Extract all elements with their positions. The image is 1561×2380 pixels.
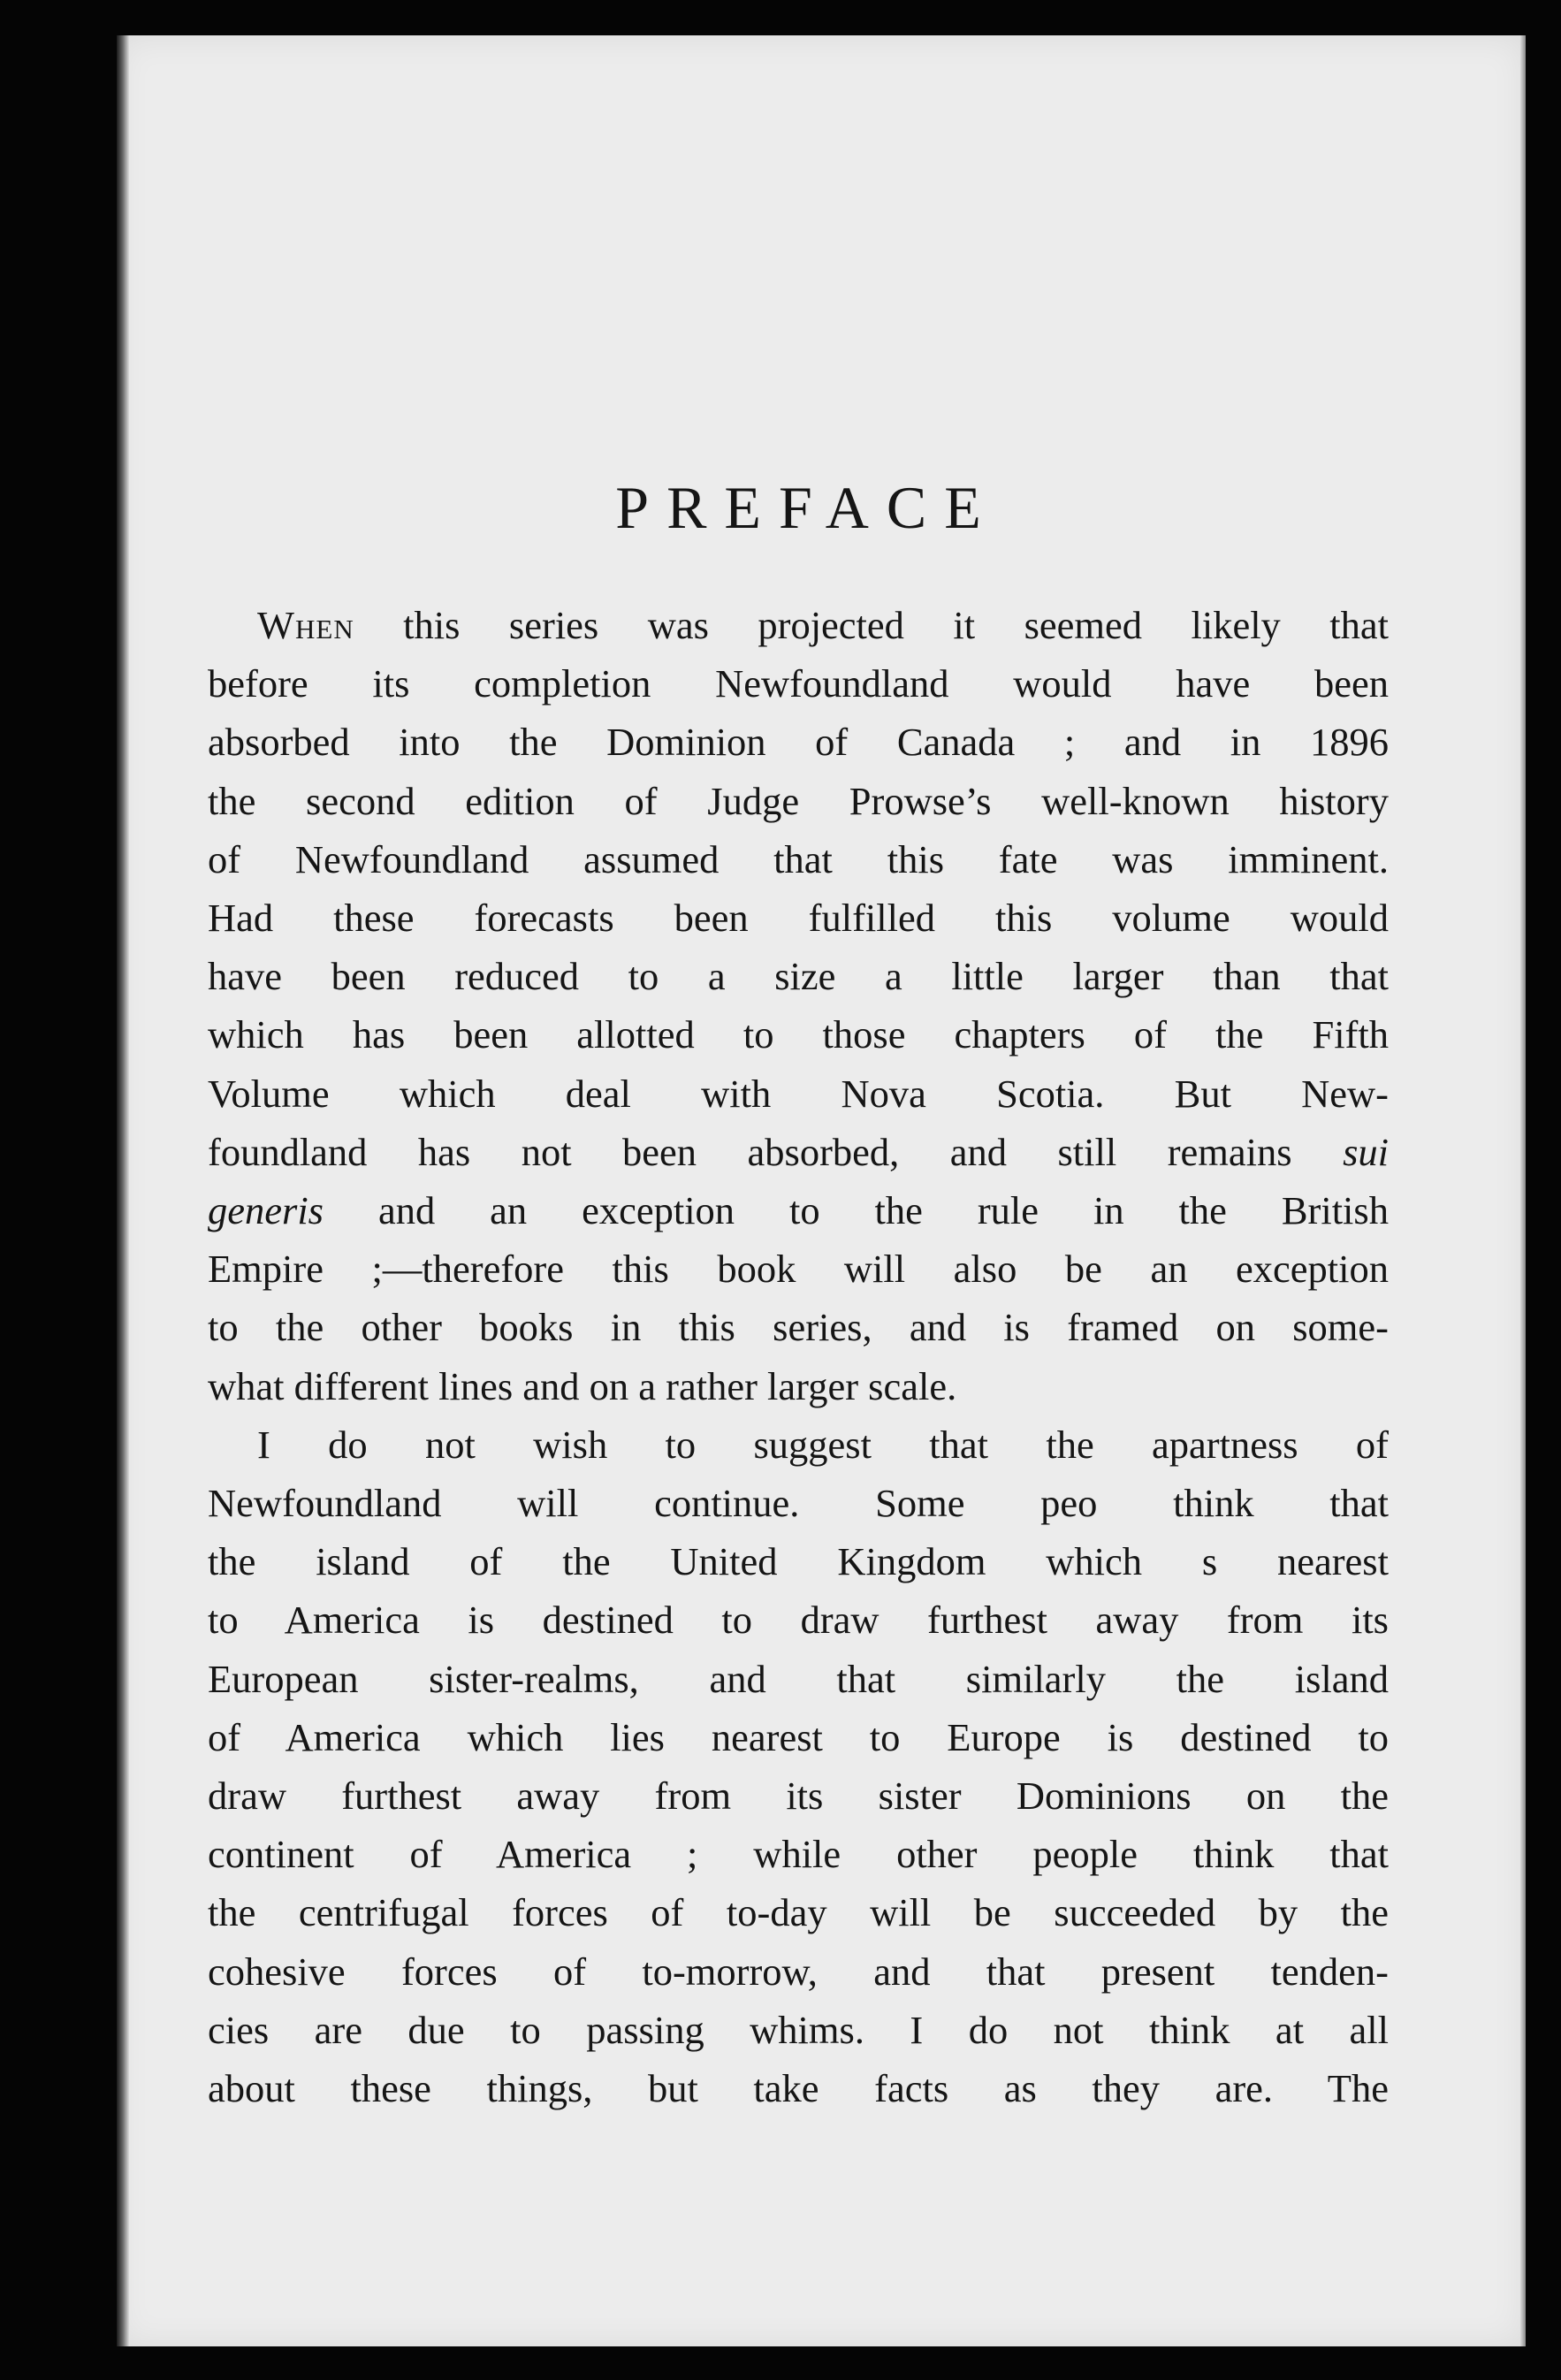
text-line: I do not wish to suggest that the apartness of [257, 1422, 1389, 1467]
paragraph-2 [208, 1415, 1389, 2117]
paragraph-1 [208, 596, 1389, 1415]
text-line: of Newfoundland assumed that this fate was imminent. [208, 836, 1389, 881]
text-line: Empire ;—therefore this book will also be an exception [208, 1247, 1389, 1292]
text-line: absorbed into the Dominion of Canada ; and in 1896 [208, 720, 1389, 765]
text-line: continent of America ; while other people think that [208, 1832, 1389, 1877]
text-line: to America is destined to draw furthest away from its [208, 1598, 1389, 1643]
italic-text: generis [208, 1188, 324, 1233]
italic-text: sui [1343, 1129, 1389, 1174]
page-gutter [117, 35, 129, 2346]
text-line: the second edition of Judge Prowse’s well-known history [208, 778, 1389, 823]
text-line: foundland has not been absorbed, and still remains sui [208, 1129, 1389, 1174]
text-line: before its completion Newfoundland would have been [208, 661, 1389, 706]
text-line: draw furthest away from its sister Dominions on the [208, 1774, 1389, 1819]
text-line: the centrifugal forces of to-day will be succeeded by the [208, 1890, 1389, 1935]
book-page [117, 35, 1526, 2346]
drop-word: When [257, 603, 354, 647]
text-line: Newfoundland will continue. Some peo think that [208, 1481, 1389, 1526]
text-line: of America which lies nearest to Europe is destined to [208, 1714, 1389, 1759]
text-line: generis and an exception to the rule in the British [208, 1188, 1389, 1233]
text-line: to the other books in this series, and is framed on some- [208, 1305, 1389, 1350]
text-line: the island of the United Kingdom which s nearest [208, 1539, 1389, 1584]
text-line: what different lines and on a rather larger scale. [208, 1363, 957, 1408]
preface-text-block [208, 474, 1389, 2117]
text-line: cies are due to passing whims. I do not think at all [208, 2007, 1389, 2052]
text-line: Had these forecasts been fulfilled this volume would [208, 896, 1389, 941]
text-line: about these things, but take facts as they are. The [208, 2066, 1389, 2111]
text-line: European sister-realms, and that similarly the island [208, 1656, 1389, 1701]
text-line: Volume which deal with Nova Scotia. But New- [208, 1071, 1389, 1116]
page-edge [1520, 35, 1526, 2346]
text-line: cohesive forces of to-morrow, and that present tenden- [208, 1949, 1389, 1994]
text-line: which has been allotted to those chapters of the Fifth [208, 1012, 1389, 1057]
text-line: When this series was projected it seemed likely that [257, 603, 1389, 647]
text-line: have been reduced to a size a little larger than that [208, 954, 1389, 999]
page-title: PREFACE [615, 474, 999, 541]
